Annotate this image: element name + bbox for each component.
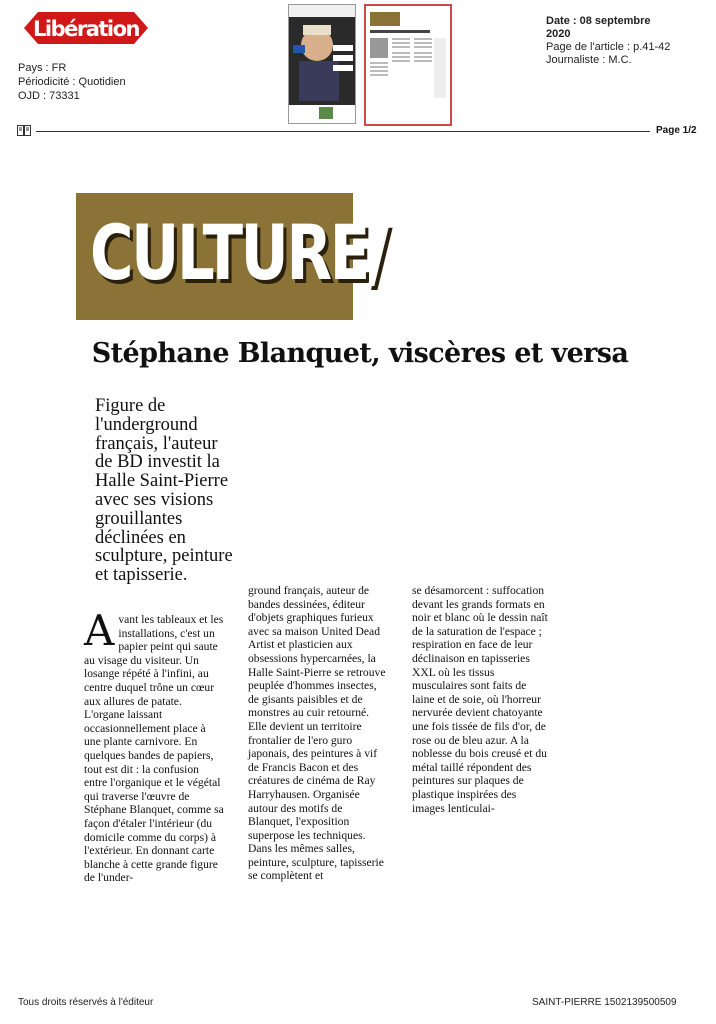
section-title: CULTURE/ (90, 208, 388, 297)
cover-image-icon (289, 5, 355, 123)
newspaper-cover-thumbnail[interactable] (288, 4, 356, 124)
column-1-text: vant les tableaux et les installations, c'est un papier peint qui saute au visage du visiteur. Un losange répété à l'infini, au centre duquel trône un cœur aux allures de patate. L'organe laissant occasionnellement place à une plante carnivore. En quelques bandes de papiers, tout est dit : la confusion entre l'organique et le végétal qui traverse l'œuvre de Stéphane Blanquet, comme sa façon d'étaler l'intérieur (du domicile comme du corps) à l'extérieur. En donnant carte blanche à cette grande figure de l'under- (84, 613, 224, 885)
article-column-3: se désamorcent : suffocation devant les grands formats en noir et blanc où le dessin naît de la saturation de l'espace ; respiration en face de leur déclinaison en tapisseries XXL où les tissus musculaires sont faits de laine et de soie, où l'horreur nervurée devient chatoyante une fois tissée de fils d'or, de rose ou de bleu azur. A la noblesse du bois creusé et du métal taillé répondent des peintures sur plaques de plastique inspirées des images lenticulai- (412, 584, 548, 815)
drop-cap: A (84, 606, 115, 655)
document-reference: SAINT-PIERRE 1502139500509 (532, 997, 677, 1008)
rights-notice: Tous droits réservés à l'éditeur (18, 997, 154, 1008)
periodicity: Périodicité : Quotidien (18, 76, 126, 88)
article-page-thumbnail[interactable] (364, 4, 452, 126)
journalist: Journaliste : M.C. (546, 54, 632, 66)
page-indicator: Page 1/2 (656, 125, 697, 136)
ojd: OJD : 73331 (18, 90, 80, 102)
article-column-2: ground français, auteur de bandes dessinées, éditeur d'objets graphiques furieux avec sa maison United Dead Artist et plasticien aux obsessions hypercarnées, la Halle Saint-Pierre se retrouve peuplée d'hommes insectes, de gisants paisibles et de monstres au cuir retourné. Elle devient un territoire frontalier de l'ero guro japonais, des peintures à vif de Francis Bacon et des créatures de cinéma de Ray Harryhausen. Organisée autour des motifs de Blanquet, l'exposition superpose les techniques. Dans les mêmes salles, peinture, sculpture, tapisserie se complètent et (248, 584, 386, 883)
section-banner (76, 193, 388, 320)
article-date: Date : 08 septembre (546, 15, 651, 27)
liberation-logo (24, 8, 148, 48)
header-divider (36, 131, 650, 132)
page-preview-icon (366, 6, 450, 124)
article-column-1 (84, 606, 224, 885)
country: Pays : FR (18, 62, 67, 74)
book-icon (17, 125, 31, 136)
article-pages: Page de l'article : p.41-42 (546, 41, 671, 53)
logo-text: Libération (33, 17, 139, 41)
article-year: 2020 (546, 28, 571, 40)
article-standfirst: Figure de l'underground français, l'auteur de BD investit la Halle Saint-Pierre avec ses visions grouillantes déclinées en sculpture, peinture et tapisserie. (95, 396, 233, 586)
article-meta (546, 15, 670, 67)
publication-meta (18, 61, 126, 103)
article-headline: Stéphane Blanquet, viscères et versa (91, 338, 629, 369)
